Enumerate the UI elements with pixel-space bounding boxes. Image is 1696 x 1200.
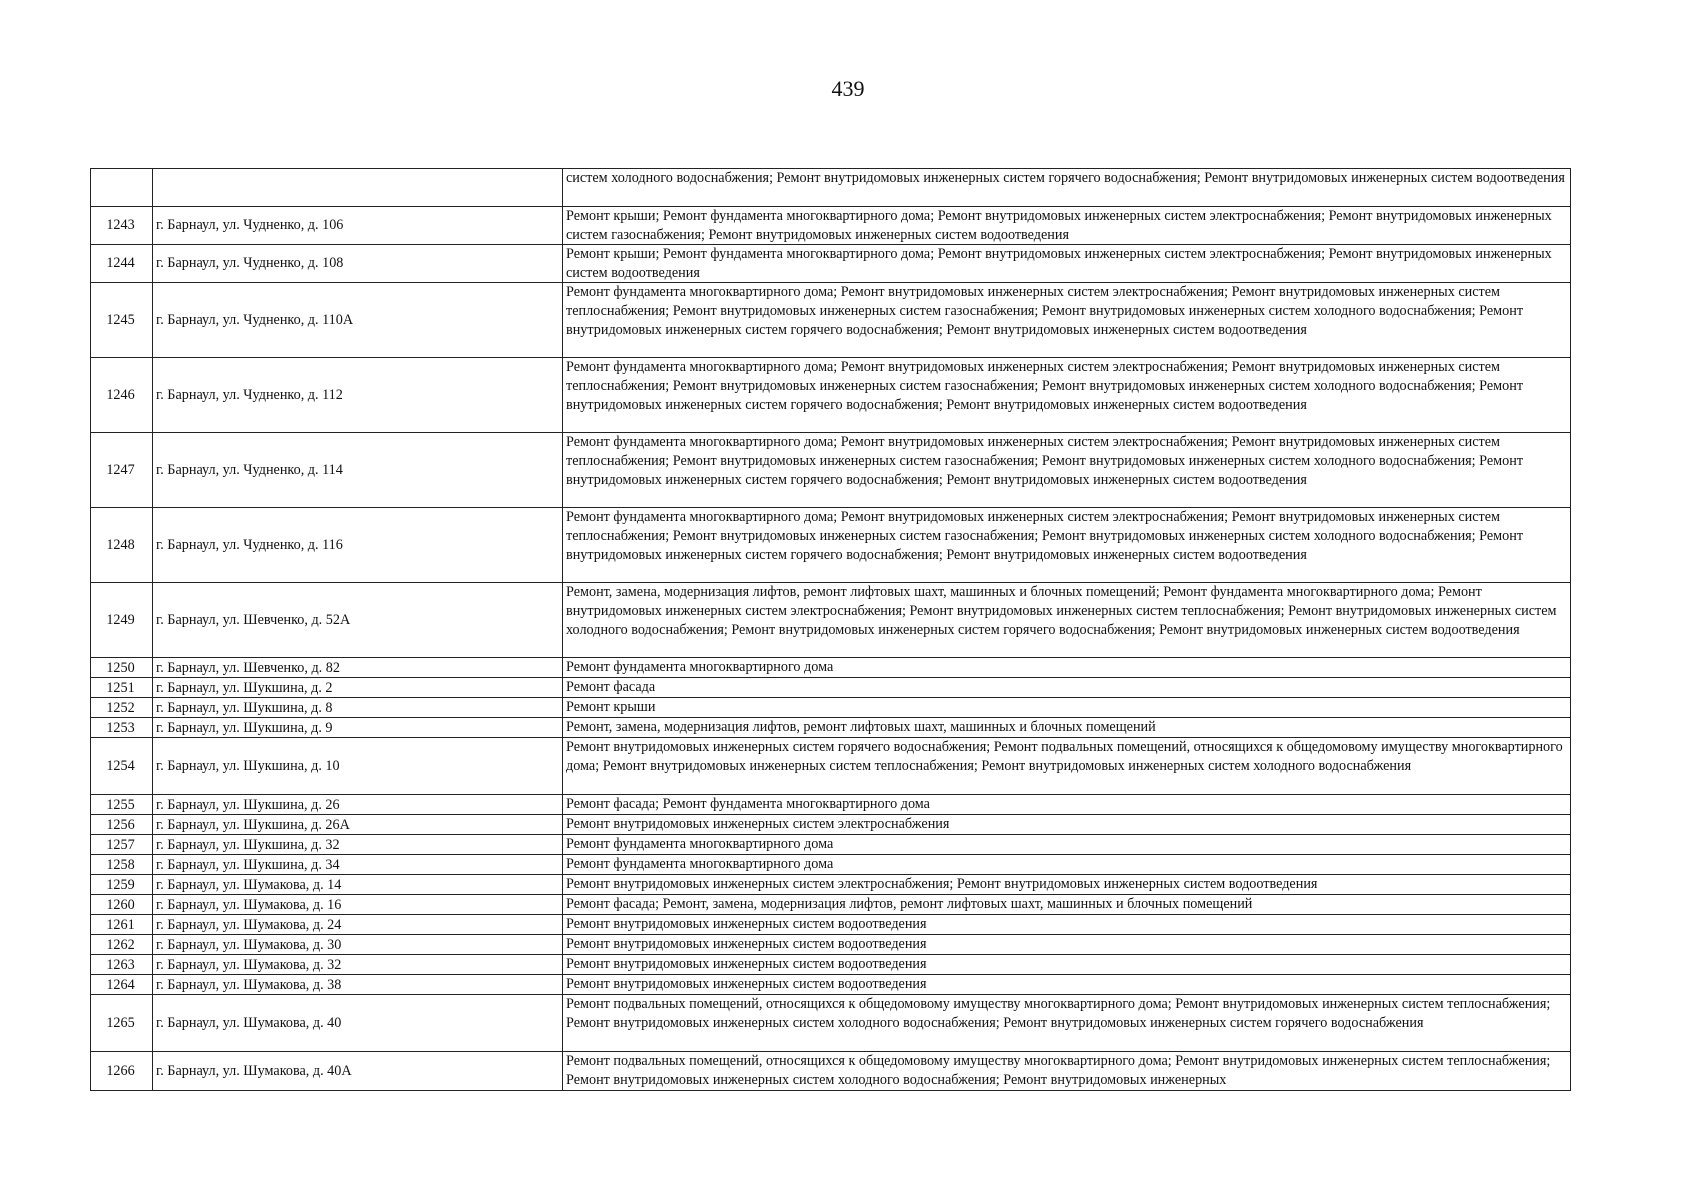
row-number-cell: 1265	[91, 995, 153, 1052]
address-cell: г. Барнаул, ул. Шумакова, д. 40А	[153, 1052, 563, 1090]
row-number-cell: 1247	[91, 433, 153, 508]
row-number-cell: 1255	[91, 795, 153, 815]
works-cell: Ремонт крыши; Ремонт фундамента многоквартирного дома; Ремонт внутридомовых инженерных систем электроснабжения; Ремонт внутридомовых инженерных систем газоснабжения; Ремонт внутридомовых инженерных систем водоотведения	[563, 207, 1571, 245]
table-row	[91, 915, 1571, 935]
row-number-cell: 1264	[91, 975, 153, 995]
address-cell: г. Барнаул, ул. Шукшина, д. 26	[153, 795, 563, 815]
table-row	[91, 508, 1571, 583]
address-cell: г. Барнаул, ул. Шукшина, д. 2	[153, 678, 563, 698]
table-row	[91, 245, 1571, 283]
address-cell: г. Барнаул, ул. Шевченко, д. 82	[153, 658, 563, 678]
works-cell: Ремонт внутридомовых инженерных систем водоотведения	[563, 935, 1571, 955]
table-row	[91, 995, 1571, 1052]
table-row	[91, 815, 1571, 835]
works-cell: Ремонт внутридомовых инженерных систем водоотведения	[563, 955, 1571, 975]
works-cell: Ремонт подвальных помещений, относящихся к общедомовому имуществу многоквартирного дома; Ремонт внутридомовых инженерных систем теплоснабжения; Ремонт внутридомовых инженерных систем холодного водоснабжения; Ремонт внутридомовых инженерных систем горячего водоснабжения	[563, 995, 1571, 1052]
table-row	[91, 855, 1571, 875]
address-cell	[153, 169, 563, 207]
works-cell: Ремонт фасада	[563, 678, 1571, 698]
row-number-cell	[91, 169, 153, 207]
row-number-cell: 1257	[91, 835, 153, 855]
row-number-cell: 1252	[91, 698, 153, 718]
address-cell: г. Барнаул, ул. Чудненко, д. 110А	[153, 283, 563, 358]
address-cell: г. Барнаул, ул. Шумакова, д. 24	[153, 915, 563, 935]
address-cell: г. Барнаул, ул. Шукшина, д. 26А	[153, 815, 563, 835]
works-cell: Ремонт фасада; Ремонт, замена, модернизация лифтов, ремонт лифтовых шахт, машинных и блочных помещений	[563, 895, 1571, 915]
works-cell: Ремонт фундамента многоквартирного дома	[563, 658, 1571, 678]
table-row	[91, 955, 1571, 975]
repair-works-table	[90, 168, 1571, 1091]
row-number-cell: 1254	[91, 738, 153, 795]
works-cell: Ремонт фундамента многоквартирного дома	[563, 835, 1571, 855]
works-cell: Ремонт фундамента многоквартирного дома; Ремонт внутридомовых инженерных систем электроснабжения; Ремонт внутридомовых инженерных систем теплоснабжения; Ремонт внутридомовых инженерных систем газоснабжения; Ремонт внутридомовых инженерных систем холодного водоснабжения; Ремонт внутридомовых инженерных систем горячего водоснабжения; Ремонт внутридомовых инженерных систем водоотведения	[563, 433, 1571, 508]
address-cell: г. Барнаул, ул. Чудненко, д. 112	[153, 358, 563, 433]
address-cell: г. Барнаул, ул. Шумакова, д. 16	[153, 895, 563, 915]
row-number-cell: 1263	[91, 955, 153, 975]
table-row	[91, 975, 1571, 995]
row-number-cell: 1251	[91, 678, 153, 698]
table-row	[91, 795, 1571, 815]
works-cell: систем холодного водоснабжения; Ремонт внутридомовых инженерных систем горячего водоснабжения; Ремонт внутридомовых инженерных систем водоотведения	[563, 169, 1571, 207]
table-row	[91, 658, 1571, 678]
works-cell: Ремонт внутридомовых инженерных систем водоотведения	[563, 975, 1571, 995]
row-number-cell: 1249	[91, 583, 153, 658]
row-number-cell: 1259	[91, 875, 153, 895]
table-row	[91, 433, 1571, 508]
works-cell: Ремонт подвальных помещений, относящихся к общедомовому имуществу многоквартирного дома; Ремонт внутридомовых инженерных систем теплоснабжения; Ремонт внутридомовых инженерных систем холодного водоснабжения; Ремонт внутридомовых инженерных	[563, 1052, 1571, 1090]
row-number-cell: 1248	[91, 508, 153, 583]
table-body	[91, 169, 1571, 1091]
table-row	[91, 678, 1571, 698]
row-number-cell: 1243	[91, 207, 153, 245]
table-row	[91, 875, 1571, 895]
address-cell: г. Барнаул, ул. Шумакова, д. 38	[153, 975, 563, 995]
address-cell: г. Барнаул, ул. Чудненко, д. 108	[153, 245, 563, 283]
row-number-cell: 1266	[91, 1052, 153, 1090]
address-cell: г. Барнаул, ул. Чудненко, д. 114	[153, 433, 563, 508]
works-cell: Ремонт крыши; Ремонт фундамента многоквартирного дома; Ремонт внутридомовых инженерных систем электроснабжения; Ремонт внутридомовых инженерных систем водоотведения	[563, 245, 1571, 283]
table-row	[91, 895, 1571, 915]
address-cell: г. Барнаул, ул. Шевченко, д. 52А	[153, 583, 563, 658]
address-cell: г. Барнаул, ул. Шукшина, д. 10	[153, 738, 563, 795]
address-cell: г. Барнаул, ул. Чудненко, д. 106	[153, 207, 563, 245]
row-number-cell: 1244	[91, 245, 153, 283]
works-cell: Ремонт фундамента многоквартирного дома; Ремонт внутридомовых инженерных систем электроснабжения; Ремонт внутридомовых инженерных систем теплоснабжения; Ремонт внутридомовых инженерных систем газоснабжения; Ремонт внутридомовых инженерных систем холодного водоснабжения; Ремонт внутридомовых инженерных систем горячего водоснабжения; Ремонт внутридомовых инженерных систем водоотведения	[563, 283, 1571, 358]
address-cell: г. Барнаул, ул. Шукшина, д. 32	[153, 835, 563, 855]
table-row	[91, 283, 1571, 358]
row-number-cell: 1246	[91, 358, 153, 433]
table-row	[91, 583, 1571, 658]
row-number-cell: 1256	[91, 815, 153, 835]
table-row	[91, 207, 1571, 245]
table-row	[91, 935, 1571, 955]
row-number-cell: 1258	[91, 855, 153, 875]
works-cell: Ремонт внутридомовых инженерных систем горячего водоснабжения; Ремонт подвальных помещений, относящихся к общедомовому имуществу многоквартирного дома; Ремонт внутридомовых инженерных систем теплоснабжения; Ремонт внутридомовых инженерных систем холодного водоснабжения	[563, 738, 1571, 795]
address-cell: г. Барнаул, ул. Шукшина, д. 34	[153, 855, 563, 875]
row-number-cell: 1260	[91, 895, 153, 915]
works-cell: Ремонт крыши	[563, 698, 1571, 718]
row-number-cell: 1261	[91, 915, 153, 935]
works-cell: Ремонт внутридомовых инженерных систем электроснабжения	[563, 815, 1571, 835]
table-row	[91, 1052, 1571, 1090]
row-number-cell: 1253	[91, 718, 153, 738]
page-number: 439	[831, 76, 865, 101]
works-cell: Ремонт внутридомовых инженерных систем водоотведения	[563, 915, 1571, 935]
address-cell: г. Барнаул, ул. Шумакова, д. 40	[153, 995, 563, 1052]
works-cell: Ремонт фундамента многоквартирного дома; Ремонт внутридомовых инженерных систем электроснабжения; Ремонт внутридомовых инженерных систем теплоснабжения; Ремонт внутридомовых инженерных систем газоснабжения; Ремонт внутридомовых инженерных систем холодного водоснабжения; Ремонт внутридомовых инженерных систем горячего водоснабжения; Ремонт внутридомовых инженерных систем водоотведения	[563, 508, 1571, 583]
table-row	[91, 738, 1571, 795]
works-cell: Ремонт внутридомовых инженерных систем электроснабжения; Ремонт внутридомовых инженерных систем водоотведения	[563, 875, 1571, 895]
table-row	[91, 718, 1571, 738]
row-number-cell: 1262	[91, 935, 153, 955]
address-cell: г. Барнаул, ул. Чудненко, д. 116	[153, 508, 563, 583]
works-cell: Ремонт фасада; Ремонт фундамента многоквартирного дома	[563, 795, 1571, 815]
address-cell: г. Барнаул, ул. Шукшина, д. 8	[153, 698, 563, 718]
works-cell: Ремонт фундамента многоквартирного дома	[563, 855, 1571, 875]
address-cell: г. Барнаул, ул. Шумакова, д. 30	[153, 935, 563, 955]
works-cell: Ремонт фундамента многоквартирного дома; Ремонт внутридомовых инженерных систем электроснабжения; Ремонт внутридомовых инженерных систем теплоснабжения; Ремонт внутридомовых инженерных систем газоснабжения; Ремонт внутридомовых инженерных систем холодного водоснабжения; Ремонт внутридомовых инженерных систем горячего водоснабжения; Ремонт внутридомовых инженерных систем водоотведения	[563, 358, 1571, 433]
works-cell: Ремонт, замена, модернизация лифтов, ремонт лифтовых шахт, машинных и блочных помещений; Ремонт фундамента многоквартирного дома; Ремонт внутридомовых инженерных систем электроснабжения; Ремонт внутридомовых инженерных систем теплоснабжения; Ремонт внутридомовых инженерных систем холодного водоснабжения; Ремонт внутридомовых инженерных систем горячего водоснабжения; Ремонт внутридомовых инженерных систем водоотведения	[563, 583, 1571, 658]
address-cell: г. Барнаул, ул. Шумакова, д. 14	[153, 875, 563, 895]
table-row	[91, 835, 1571, 855]
address-cell: г. Барнаул, ул. Шукшина, д. 9	[153, 718, 563, 738]
row-number-cell: 1250	[91, 658, 153, 678]
row-number-cell: 1245	[91, 283, 153, 358]
works-cell: Ремонт, замена, модернизация лифтов, ремонт лифтовых шахт, машинных и блочных помещений	[563, 718, 1571, 738]
table-row	[91, 358, 1571, 433]
table-row	[91, 698, 1571, 718]
table-row	[91, 169, 1571, 207]
address-cell: г. Барнаул, ул. Шумакова, д. 32	[153, 955, 563, 975]
